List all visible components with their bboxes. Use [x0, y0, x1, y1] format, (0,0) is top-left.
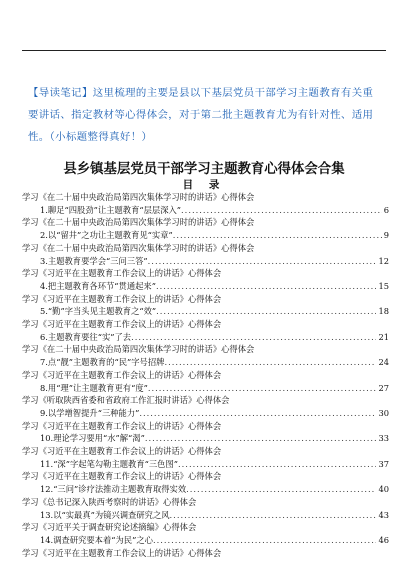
toc-page-number: 40 — [378, 484, 389, 495]
toc-source-line: 学习《听取陕西省委和省政府工作汇报时讲话》心得体会 — [22, 395, 230, 406]
toc-entry-title: 8.用“理”让主题教育更有“度” — [40, 382, 148, 393]
toc-entry-title: 10.理论学习要用“水”解“渴” — [40, 433, 145, 444]
toc-page-number: 6 — [383, 204, 389, 215]
toc-page-number: 21 — [378, 331, 389, 342]
toc-entry-title: 4.把主题教育各环节“贯通起来” — [40, 280, 156, 291]
toc-source-line: 学习《习近平在主题教育工作会议上的讲话》心得体会 — [22, 268, 222, 279]
toc-entry-title: 14.调查研究要本着“为民”之心 — [40, 534, 153, 545]
toc-entry-title: 7.点“靓”主题教育的“民”字号招牌 — [40, 357, 165, 368]
toc-page-number: 9 — [383, 230, 389, 241]
toc-entry-title: 3.主题教育要学会“三问三答” — [40, 255, 148, 266]
toc-entry-title: 9.以学增智提升“三种能力” — [40, 407, 140, 418]
toc-source-line: 学习《习近平在主题教育工作会议上的讲话》心得体会 — [22, 547, 222, 558]
toc-page-number: 18 — [378, 306, 389, 317]
toc-entry-title: 11.“深”字起笔勾勒主题教育“三色图” — [40, 458, 179, 469]
toc-source-line: 学习《在二十届中央政治局第四次集体学习时的讲话》心得体会 — [22, 217, 255, 228]
header-rule — [22, 50, 386, 51]
toc-heading: 目 录 — [182, 179, 226, 191]
toc-page-number: 12 — [378, 255, 389, 266]
toc-entry-title: 5.“勤”字当头见主题教育之“效” — [40, 306, 157, 317]
toc-entry-title: 12.“三问”诊疗法推动主题教育取得实效 — [40, 484, 187, 495]
toc-page-number: 24 — [378, 357, 389, 368]
toc-page-number: 33 — [378, 433, 389, 444]
toc-page-number: 46 — [378, 534, 389, 545]
toc-source-line: 学习《习近平在主题教育工作会议上的讲话》心得体会 — [22, 446, 222, 456]
toc-page-number: 27 — [378, 382, 389, 393]
toc-page-number: 37 — [378, 458, 389, 469]
toc-source-line: 学习《习近平在主题教育工作会议上的讲话》心得体会 — [22, 293, 222, 304]
toc-source-line: 学习《在二十届中央政治局第四次集体学习时的讲话》心得体会 — [22, 192, 255, 202]
toc-source-line: 学习《总书记深入陕西考察时的讲话》心得体会 — [22, 496, 197, 507]
toc-source-line: 学习《习近平在主题教育工作会议上的讲话》心得体会 — [22, 369, 222, 380]
toc-source-line: 学习《习近平在主题教育工作会议上的讲话》心得体会 — [22, 420, 222, 431]
guide-note: 【导读笔记】这里梳理的主要是县以下基层党员干部学习主题教育有关重要讲话、指定教材等心得体会，对于第二批主题教育尤为有针对性、适用性。（小标题整得真好！） — [28, 87, 374, 143]
toc-entry-title: 2.以“留井”之功让主题教育见“实章” — [40, 230, 173, 241]
toc-page-number: 43 — [378, 509, 389, 520]
toc-entry-title: 1.聊足“四股劲”让主题教育“层层深入” — [40, 204, 182, 215]
toc-source-line: 学习《习近平在主题教育工作会议上的讲话》心得体会 — [22, 471, 222, 482]
document-title: 县乡镇基层党员干部学习主题教育心得体会合集 — [63, 162, 345, 177]
toc-source-line: 学习《习近平关于调查研究论述摘编》心得体会 — [22, 522, 197, 533]
toc-source-line: 学习《在二十届中央政治局第四次集体学习时的讲话》心得体会 — [22, 242, 255, 253]
toc-source-line: 学习《习近平在主题教育工作会议上的讲话》心得体会 — [22, 319, 222, 329]
toc-source-line: 学习《在二十届中央政治局第四次集体学习时的讲话》心得体会 — [22, 344, 255, 355]
toc-entry-title: 6.主题教育要往“实”了去 — [40, 331, 132, 342]
toc-page-number: 30 — [378, 407, 389, 418]
toc-entry-title: 13.以“实最真”为镜兴调查研究之风 — [40, 509, 170, 520]
toc-page-number: 15 — [378, 280, 389, 291]
